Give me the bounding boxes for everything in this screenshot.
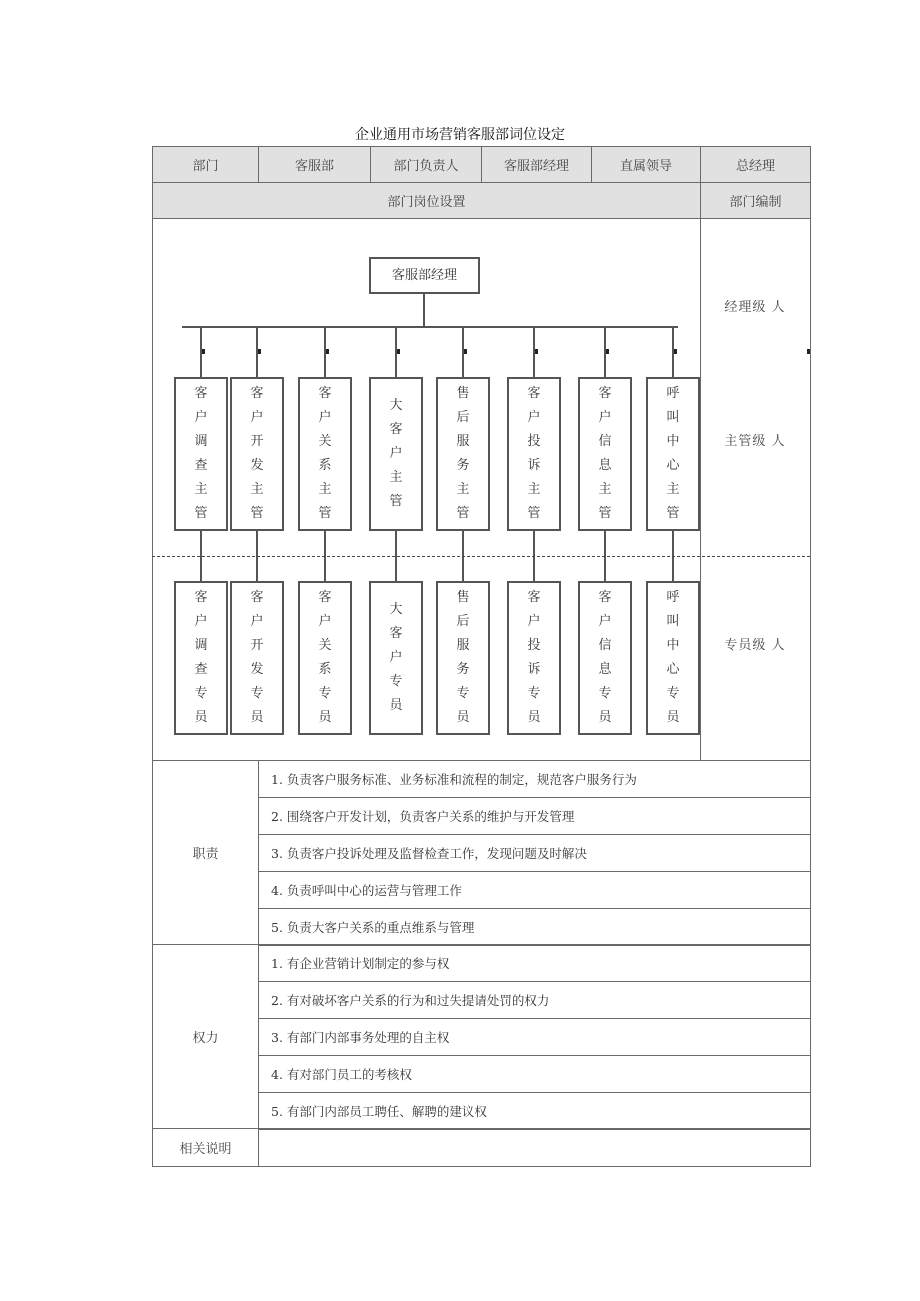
branch-tick-mark	[397, 349, 400, 354]
specialist-char: 开	[250, 638, 264, 653]
supervisor-char: 主	[318, 482, 332, 497]
supervisor-char: 发	[250, 458, 264, 473]
supervisor-char: 管	[194, 506, 208, 521]
right-tick-mark	[807, 349, 810, 354]
level-divider	[152, 556, 810, 557]
specialist-char: 客	[389, 626, 403, 641]
positions-header: 部门岗位设置	[152, 182, 701, 219]
supervisor-char: 息	[598, 458, 612, 473]
branch-tick-mark	[535, 349, 538, 354]
specialist-char: 呼	[666, 590, 680, 605]
supervisor-char: 客	[527, 386, 541, 401]
duties-item: 1. 负责客户服务标准、业务标准和流程的制定，规范客户服务行为	[258, 760, 811, 798]
supervisor-char: 主	[194, 482, 208, 497]
supervisor-char: 客	[250, 386, 264, 401]
supervisor-char: 中	[666, 434, 680, 449]
supervisor-char: 客	[598, 386, 612, 401]
supervisor-char: 户	[250, 410, 264, 425]
specialist-char: 员	[666, 710, 680, 725]
supervisor-char: 客	[194, 386, 208, 401]
supervisor-box	[369, 377, 423, 531]
specialist-box	[369, 581, 423, 735]
supervisor-level: 主管级 人	[724, 434, 786, 449]
duties-label: 职责	[152, 760, 259, 945]
specialist-char: 诉	[527, 662, 541, 677]
specialist-char: 心	[666, 662, 680, 677]
specialist-char: 信	[598, 638, 612, 653]
branch-tick-mark	[258, 349, 261, 354]
supervisor-char: 户	[318, 410, 332, 425]
staffing-header: 部门编制	[700, 182, 811, 219]
specialist-box	[507, 581, 561, 735]
branch-drop	[200, 326, 202, 377]
specialist-char: 员	[598, 710, 612, 725]
specialist-char: 息	[598, 662, 612, 677]
supervisor-char: 户	[527, 410, 541, 425]
specialist-char: 户	[318, 614, 332, 629]
specialist-level: 专员级 人	[724, 638, 786, 653]
supervisor-char: 管	[666, 506, 680, 521]
supervisor-char: 户	[194, 410, 208, 425]
supervisor-char: 呼	[666, 386, 680, 401]
supervisor-char: 心	[666, 458, 680, 473]
superior-label: 直属领导	[591, 146, 701, 183]
specialist-char: 调	[194, 638, 208, 653]
specialist-char: 专	[250, 686, 264, 701]
supervisor-char: 客	[389, 422, 403, 437]
branch-drop	[533, 326, 535, 377]
specialist-char: 叫	[666, 614, 680, 629]
branch-drop	[395, 326, 397, 377]
duties-item: 2. 围绕客户开发计划，负责客户关系的维护与开发管理	[258, 797, 811, 835]
supervisor-box	[646, 377, 700, 531]
specialist-char: 员	[250, 710, 264, 725]
supervisor-box	[298, 377, 352, 531]
supervisor-char: 调	[194, 434, 208, 449]
branch-tick-mark	[606, 349, 609, 354]
specialist-char: 员	[318, 710, 332, 725]
specialist-box	[436, 581, 490, 735]
specialist-char: 员	[527, 710, 541, 725]
supervisor-char: 管	[389, 494, 403, 509]
supervisor-char: 管	[598, 506, 612, 521]
supervisor-char: 售	[456, 386, 470, 401]
specialist-box	[646, 581, 700, 735]
notes-value	[258, 1128, 811, 1167]
supervisor-char: 主	[666, 482, 680, 497]
branch-tick-mark	[202, 349, 205, 354]
manager-level: 经理级 人	[724, 300, 786, 315]
specialist-char: 专	[318, 686, 332, 701]
authority-item: 5. 有部门内部员工聘任、解聘的建议权	[258, 1092, 811, 1130]
specialist-char: 投	[527, 638, 541, 653]
specialist-char: 服	[456, 638, 470, 653]
supervisor-char: 主	[527, 482, 541, 497]
specialist-char: 大	[389, 602, 403, 617]
specialist-char: 客	[194, 590, 208, 605]
branch-tick-mark	[464, 349, 467, 354]
specialist-char: 户	[250, 614, 264, 629]
specialist-char: 专	[194, 686, 208, 701]
authority-item: 2. 有对破坏客户关系的行为和过失提请处罚的权力	[258, 981, 811, 1019]
supervisor-char: 户	[389, 446, 403, 461]
specialist-box	[230, 581, 284, 735]
specialist-char: 客	[318, 590, 332, 605]
supervisor-char: 管	[527, 506, 541, 521]
specialist-char: 后	[456, 614, 470, 629]
specialist-char: 户	[389, 650, 403, 665]
supervisor-char: 关	[318, 434, 332, 449]
supervisor-char: 管	[318, 506, 332, 521]
supervisor-char: 叫	[666, 410, 680, 425]
supervisor-box	[230, 377, 284, 531]
supervisor-char: 主	[250, 482, 264, 497]
duties-item: 4. 负责呼叫中心的运营与管理工作	[258, 871, 811, 909]
supervisor-char: 诉	[527, 458, 541, 473]
specialist-char: 员	[194, 710, 208, 725]
supervisor-char: 大	[389, 398, 403, 413]
supervisor-char: 户	[598, 410, 612, 425]
specialist-char: 关	[318, 638, 332, 653]
supervisor-char: 客	[318, 386, 332, 401]
supervisor-char: 务	[456, 458, 470, 473]
manager-label: 客服部经理	[391, 267, 457, 283]
superior-value: 总经理	[700, 146, 811, 183]
manager-stem	[423, 294, 425, 328]
specialist-box	[298, 581, 352, 735]
specialist-char: 专	[456, 686, 470, 701]
supervisor-char: 管	[250, 506, 264, 521]
specialist-char: 员	[389, 698, 403, 713]
specialist-char: 户	[598, 614, 612, 629]
specialist-char: 员	[456, 710, 470, 725]
branch-drop	[324, 326, 326, 377]
authority-item: 3. 有部门内部事务处理的自主权	[258, 1018, 811, 1056]
specialist-char: 专	[389, 674, 403, 689]
specialist-char: 查	[194, 662, 208, 677]
supervisor-box	[174, 377, 228, 531]
notes-label: 相关说明	[152, 1128, 259, 1167]
authority-label: 权力	[152, 944, 259, 1129]
head-value: 客服部经理	[481, 146, 592, 183]
branch-tick-mark	[326, 349, 329, 354]
authority-item: 1. 有企业营销计划制定的参与权	[258, 944, 811, 982]
dept-label: 部门	[152, 146, 259, 183]
supervisor-char: 开	[250, 434, 264, 449]
duties-item: 3. 负责客户投诉处理及监督检查工作，发现问题及时解决	[258, 834, 811, 872]
supervisor-char: 管	[456, 506, 470, 521]
specialist-char: 务	[456, 662, 470, 677]
specialist-char: 中	[666, 638, 680, 653]
supervisor-char: 投	[527, 434, 541, 449]
supervisor-char: 主	[389, 470, 403, 485]
page-title: 企业通用市场营销客服部词位设定	[355, 127, 565, 143]
branch-drop	[256, 326, 258, 377]
specialist-box	[578, 581, 632, 735]
supervisor-char: 信	[598, 434, 612, 449]
specialist-char: 发	[250, 662, 264, 677]
branch-drop	[604, 326, 606, 377]
head-label: 部门负责人	[370, 146, 482, 183]
supervisor-char: 主	[598, 482, 612, 497]
supervisor-box	[436, 377, 490, 531]
specialist-char: 售	[456, 590, 470, 605]
branch-tick-mark	[674, 349, 677, 354]
specialist-char: 户	[194, 614, 208, 629]
supervisor-char: 服	[456, 434, 470, 449]
supervisor-box	[578, 377, 632, 531]
manager-box	[369, 257, 480, 294]
specialist-char: 客	[527, 590, 541, 605]
branch-drop	[672, 326, 674, 377]
supervisor-char: 查	[194, 458, 208, 473]
specialist-char: 专	[666, 686, 680, 701]
specialist-char: 户	[527, 614, 541, 629]
branch-drop	[462, 326, 464, 377]
specialist-char: 客	[250, 590, 264, 605]
specialist-char: 系	[318, 662, 332, 677]
supervisor-char: 主	[456, 482, 470, 497]
duties-item: 5. 负责大客户关系的重点维系与管理	[258, 908, 811, 946]
authority-item: 4. 有对部门员工的考核权	[258, 1055, 811, 1093]
specialist-char: 专	[598, 686, 612, 701]
supervisor-char: 系	[318, 458, 332, 473]
specialist-box	[174, 581, 228, 735]
specialist-char: 客	[598, 590, 612, 605]
specialist-char: 专	[527, 686, 541, 701]
dept-value: 客服部	[258, 146, 371, 183]
supervisor-char: 后	[456, 410, 470, 425]
supervisor-box	[507, 377, 561, 531]
